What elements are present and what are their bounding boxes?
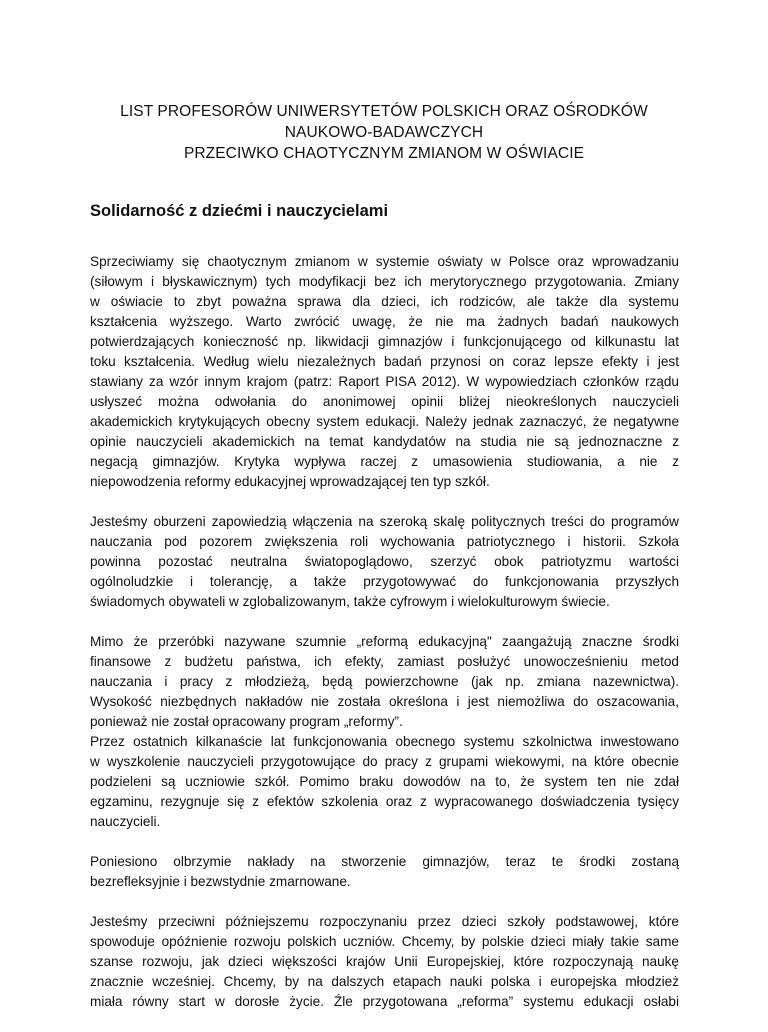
title-line: PRZECIWKO CHAOTYCZNYM ZMIANOM W OŚWIACIE — [183, 145, 585, 162]
text-line: Poniesiono olbrzymie nakłady na stworzenie gimnazjów, teraz te środki zostaną — [90, 854, 679, 869]
text-line: nauczania pod pozorem zwiększenia roli wychowania patriotycznego i historii. Szkoła — [90, 534, 679, 549]
text-line: Jesteśmy przeciwni późniejszemu rozpoczynaniu przez dzieci szkoły podstawowej, które — [90, 914, 679, 929]
text-line: ponieważ nie został opracowany program „reformy”. — [90, 714, 403, 729]
text-line: świadomych obywateli w zglobalizowanym, także cyfrowym i wielokulturowym świecie. — [90, 594, 610, 609]
text-line: znacznie wcześniej. Chcemy, by na dalszych etapach nauki polska i europejska młodzież — [90, 974, 679, 989]
paragraph — [90, 252, 679, 492]
text-line: bezrefleksyjnie i bezwstydnie zmarnowane. — [90, 874, 351, 889]
text-line: Sprzeciwiamy się chaotycznym zmianom w systemie oświaty w Polsce oraz wprowadzaniu — [90, 254, 679, 269]
paragraph — [90, 512, 679, 612]
paragraph — [90, 632, 679, 732]
text-line: opinie nauczycieli akademickich na temat kandydatów na studia nie są jednoznaczne z — [90, 434, 679, 449]
text-line: Mimo że przeróbki nazywane szumnie „reformą edukacyjną" zaangażują znaczne środki — [90, 634, 679, 649]
text-line: spowoduje opóźnienie rozwoju polskich uczniów. Chcemy, by polskie dzieci miały takie same — [90, 934, 679, 949]
text-line: nauczania i pracy z młodzieżą, będą powierzchowne (jak np. zmiana nazewnictwa). — [90, 674, 679, 689]
title-line: LIST PROFESORÓW UNIWERSYTETÓW POLSKICH ORAZ OŚRODKÓW — [120, 103, 648, 120]
text-line: niepowodzenia reformy edukacyjnej wprowadzającej ten typ szkół. — [90, 474, 490, 489]
document-body — [90, 252, 679, 1032]
text-line: potwierdzających konieczność np. likwidacji gimnazjów i funkcjonującego od kilkunastu lat — [90, 334, 679, 349]
text-line: w oświacie to zbyt poważna sprawa dla dzieci, ich rodziców, ale także dla systemu — [90, 294, 679, 309]
paragraph — [90, 852, 679, 892]
text-line: Wysokość niezbędnych nakładów nie została określona i jest niemożliwa do oszacowania, — [90, 694, 679, 709]
paragraph — [90, 912, 679, 1012]
text-line: negacją gimnazjów. Krytyka wypływa raczej z umasowienia studiowania, a nie z — [90, 454, 679, 469]
text-line: Jesteśmy oburzeni zapowiedzią włączenia na szeroką skalę politycznych treści do programów — [90, 514, 679, 529]
text-line: (siłowym i błyskawicznym) tych modyfikacji bez ich merytorycznego przygotowania. Zmiany — [90, 274, 679, 289]
text-line: szanse rozwoju, jak dzieci większości krajów Unii Europejskiej, które rozpoczynają naukę — [90, 954, 679, 969]
text-line: finansowe z budżetu państwa, ich efekty, zamiast posłużyć unowocześnieniu metod — [90, 654, 679, 669]
text-line: nauczycieli. — [90, 814, 161, 829]
title-line: NAUKOWO-BADAWCZYCH — [284, 124, 484, 141]
text-line: powinna pozostać neutralna światopoglądowo, szerzyć obok patriotyzmu wartości — [90, 554, 679, 569]
document-title — [90, 101, 678, 164]
text-line: usłyszeć można odwołania do anonimowej opinii bliżej nieokreślonych nauczycieli — [90, 394, 679, 409]
section-heading: Solidarność z dziećmi i nauczycielami — [90, 202, 389, 220]
text-line: w wyszkolenie nauczycieli przygotowujące do pracy z grupami wiekowymi, na które obecnie — [90, 754, 679, 769]
text-line: toku kształcenia. Według wielu niezależnych badań przynosi on coraz lepsze efekty i jest — [90, 354, 679, 369]
text-line: stawiany za wzór innym krajom (patrz: Raport PISA 2012). W wypowiedziach członków rządu — [90, 374, 679, 389]
text-line: podzieleni są uczniowie szkół. Pomimo braku dowodów na to, że system ten nie zdał — [90, 774, 679, 789]
text-line: kształcenia wyższego. Warto zwrócić uwagę, że nie ma żadnych badań naukowych — [90, 314, 679, 329]
paragraph — [90, 732, 679, 832]
text-line: ogólnoludzkie i tolerancję, a także przygotowywać do funkcjonowania przyszłych — [90, 574, 679, 589]
text-line: Przez ostatnich kilkanaście lat funkcjonowania obecnego systemu szkolnictwa inwestowano — [90, 734, 679, 749]
text-line: miała równy start w dorosłe życie. Źle przygotowana „reforma” systemu edukacji osłabi — [90, 994, 679, 1009]
text-line: akademickich krytykujących obecny system edukacji. Należy jednak zaznaczyć, że negatywne — [90, 414, 679, 429]
text-line: egzaminu, rezygnuje się z efektów szkolenia oraz z wypracowanego doświadczenia tysięcy — [90, 794, 679, 809]
